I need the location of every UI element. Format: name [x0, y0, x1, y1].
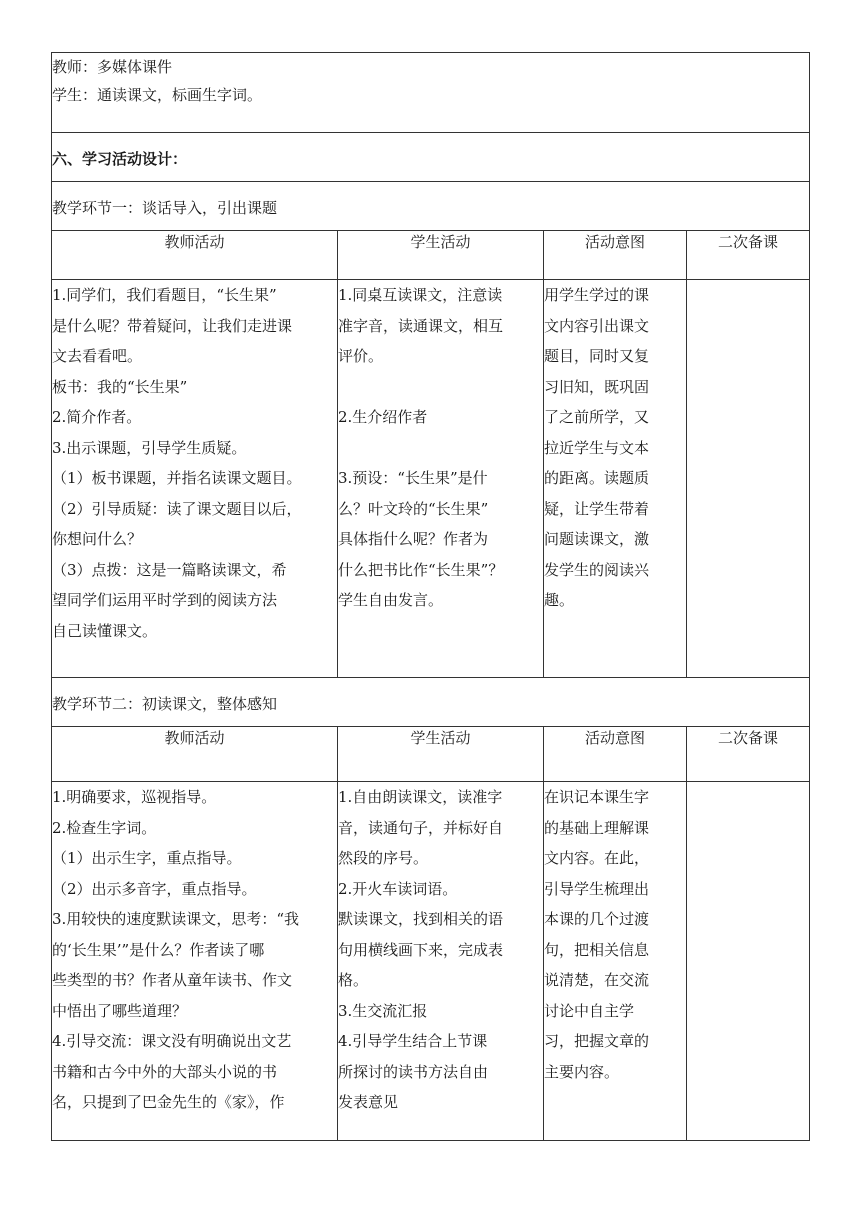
stage1-intent-line: 发学生的阅读兴	[544, 560, 650, 579]
stage1-teacher-cell	[52, 280, 338, 678]
stage2-teacher-line: 3.用较快的速度默读课文，思考：“我	[52, 910, 299, 928]
col-teacher-activity: 教师活动	[52, 231, 338, 280]
stage2-title: 教学环节二：初读课文，整体感知	[52, 695, 278, 713]
stage1-intent-line: 趣。	[544, 591, 575, 609]
stage2-student-line: 默读课文，找到相关的语	[338, 910, 504, 928]
stage1-intent-line: 文内容引出课文	[544, 316, 650, 335]
stage2-teacher-line: 1.明确要求，巡视指导。	[52, 788, 217, 806]
section6-title: 六、学习活动设计：	[52, 150, 188, 168]
lesson-plan-table	[51, 52, 810, 1141]
stage1-intent-line: 用学生学过的课	[544, 286, 650, 304]
col-second-prep: 二次备课	[687, 727, 810, 782]
teacher-resources: 教师：多媒体课件	[52, 58, 173, 76]
stage2-teacher-line: 的‘长生果’”是什么？作者读了哪	[52, 940, 265, 959]
stage1-student-line: 评价。	[338, 347, 384, 365]
stage2-teacher-line: 4.引导交流：课文没有明确说出文艺	[52, 1032, 292, 1050]
resources-cell	[52, 53, 810, 133]
stage1-teacher-line: （3）点拨：这是一篇略读课文，希	[52, 560, 287, 579]
col-teacher-activity: 教师活动	[52, 727, 338, 782]
stage1-student-line: 准字音，读通课文，相互	[338, 316, 504, 335]
stage2-student-line: 3.生交流汇报	[338, 1001, 428, 1020]
stage1-teacher-line: 文去看看吧。	[52, 347, 143, 365]
stage2-student-line: 然段的序号。	[338, 849, 429, 867]
stage1-student-line: 么？叶文玲的“长生果”	[338, 499, 489, 518]
stage2-intent-line: 讨论中自主学	[544, 1001, 635, 1020]
stage2-teacher-cell	[52, 782, 338, 1141]
stage1-intent-line: 疑，让学生带着	[544, 499, 650, 518]
stage1-teacher-line: 2.简介作者。	[52, 408, 142, 426]
col-student-activity: 学生活动	[338, 727, 544, 782]
stage2-student-line: 音，读通句子，并标好自	[338, 818, 504, 837]
stage1-intent-line: 拉近学生与文本	[544, 438, 650, 457]
stage2-intent-line: 句，把相关信息	[544, 940, 650, 959]
stage1-student-line: 学生自由发言。	[338, 591, 444, 609]
stage2-student-cell	[338, 782, 544, 1141]
student-resources: 学生：通读课文，标画生字词。	[52, 86, 263, 104]
stage2-student-line: 1.自由朗读课文，读准字	[338, 788, 503, 806]
stage2-intent-line: 主要内容。	[544, 1062, 620, 1081]
stage2-teacher-line: 些类型的书？作者从童年读书、作文	[52, 971, 293, 989]
stage1-intent-cell	[544, 280, 687, 678]
stage2-teacher-line: 名，只提到了巴金先生的《家》，作	[52, 1093, 285, 1111]
col-student-activity: 学生活动	[338, 231, 544, 280]
stage2-second-prep-cell	[687, 782, 810, 1141]
stage1-column-header-row	[52, 231, 810, 280]
col-activity-intent: 活动意图	[544, 727, 687, 782]
stage1-teacher-line: 自己读懂课文。	[52, 621, 158, 640]
stage2-intent-line: 文内容。在此，	[544, 849, 650, 867]
stage2-teacher-line: 中悟出了哪些道理？	[52, 1001, 188, 1020]
resources-row	[52, 53, 810, 133]
stage2-title-row	[52, 678, 810, 727]
stage2-intent-line: 说清楚，在交流	[544, 971, 650, 989]
stage1-intent-line: 习旧知，既巩固	[544, 377, 650, 396]
stage1-teacher-line: （2）引导质疑：读了课文题目以后，	[52, 499, 302, 518]
stage1-student-line: 什么把书比作“长生果”？	[338, 560, 504, 579]
stage1-teacher-line: 你想问什么？	[52, 530, 143, 548]
stage2-teacher-line: 2.检查生字词。	[52, 818, 157, 837]
stage2-student-line: 2.开火车读词语。	[338, 879, 458, 898]
stage1-teacher-line: 望同学们运用平时学到的阅读方法	[52, 591, 278, 609]
stage1-student-line: 具体指什么呢？作者为	[338, 530, 489, 548]
stage1-student-line: 2.生介绍作者	[338, 408, 428, 426]
spacer	[338, 433, 543, 464]
stage1-content-row	[52, 280, 810, 678]
stage2-intent-line: 的基础上理解课	[544, 818, 650, 837]
stage1-title-row	[52, 182, 810, 231]
stage1-student-line: 3.预设：“长生果”是什	[338, 469, 488, 487]
stage2-intent-line: 在识记本课生字	[544, 788, 650, 806]
stage2-student-line: 格。	[338, 971, 369, 989]
stage2-student-line: 句用横线画下来，完成表	[338, 940, 504, 959]
stage1-student-line: 1.同桌互读课文，注意读	[338, 286, 503, 304]
stage1-intent-line: 了之前所学，又	[544, 408, 650, 426]
stage1-intent-line: 的距离。读题质	[544, 469, 650, 487]
stage2-teacher-line: （2）出示多音字，重点指导。	[52, 879, 257, 898]
col-second-prep: 二次备课	[687, 231, 810, 280]
stage1-intent-line: 问题读课文，激	[544, 530, 650, 548]
spacer	[338, 372, 543, 403]
stage2-intent-line: 引导学生梳理出	[544, 879, 650, 898]
stage1-title-cell	[52, 182, 810, 231]
stage1-intent-line: 题目，同时又复	[544, 347, 650, 365]
stage1-teacher-line: 1.同学们，我们看题目，“长生果”	[52, 286, 277, 304]
col-activity-intent: 活动意图	[544, 231, 687, 280]
stage2-teacher-line: 书籍和古今中外的大部头小说的书	[52, 1062, 278, 1081]
stage1-second-prep-cell	[687, 280, 810, 678]
stage1-teacher-line: 板书：我的“长生果”	[52, 377, 188, 396]
stage1-teacher-line: 3.出示课题，引导学生质疑。	[52, 438, 247, 457]
stage2-intent-cell	[544, 782, 687, 1141]
stage2-column-header-row	[52, 727, 810, 782]
stage2-student-line: 发表意见	[338, 1093, 399, 1111]
section-heading-cell	[52, 133, 810, 182]
stage1-title: 教学环节一：谈话导入，引出课题	[52, 199, 278, 217]
stage2-student-line: 4.引导学生结合上节课	[338, 1032, 488, 1050]
section-heading-row	[52, 133, 810, 182]
stage2-intent-line: 习，把握文章的	[544, 1032, 650, 1050]
stage2-intent-line: 本课的几个过渡	[544, 910, 650, 928]
stage1-teacher-line: （1）板书课题，并指名读课文题目。	[52, 469, 302, 487]
stage2-title-cell	[52, 678, 810, 727]
stage1-teacher-line: 是什么呢？带着疑问，让我们走进课	[52, 316, 293, 335]
stage2-student-line: 所探讨的读书方法自由	[338, 1062, 489, 1081]
stage1-student-cell	[338, 280, 544, 678]
stage2-teacher-line: （1）出示生字，重点指导。	[52, 849, 242, 867]
stage2-content-row	[52, 782, 810, 1141]
